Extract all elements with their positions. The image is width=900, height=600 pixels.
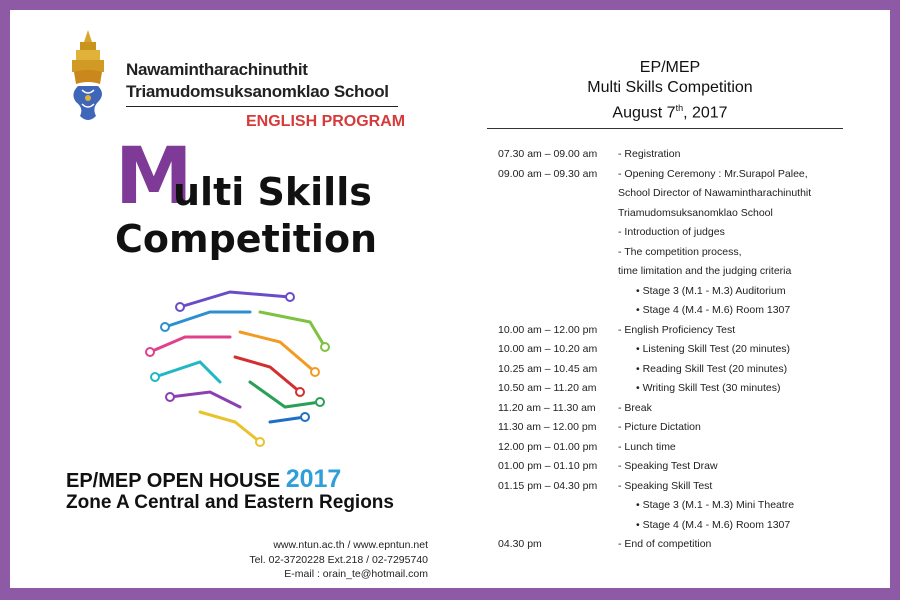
title-initial: M: [115, 132, 193, 222]
schedule-row: [498, 441, 878, 461]
schedule-time: 10.25 am – 10.45 am: [498, 362, 598, 375]
school-name-line2: Triamudomsuksanomklao School: [126, 82, 389, 101]
open-house-year: 2017: [285, 465, 342, 493]
contact-info: [249, 538, 428, 582]
contact-web: www.ntun.ac.th / www.epntun.net: [273, 539, 428, 551]
contact-tel: Tel. 02-3720228 Ext.218 / 02-7295740: [249, 553, 428, 566]
schedule-row: [498, 499, 878, 519]
title-line1: ulti Skills: [173, 170, 372, 214]
schedule-row: [498, 480, 878, 500]
schedule-row: [498, 343, 878, 363]
schedule-activity: • Stage 3 (M.1 - M.3) Auditorium: [636, 284, 786, 297]
schedule-row: [498, 538, 878, 558]
schedule-row: [498, 207, 878, 227]
schedule-row: [498, 187, 878, 207]
contact-email: E-mail : orain_te@hotmail.com: [284, 568, 428, 580]
schedule-row: [498, 168, 878, 188]
school-crest-icon: [66, 28, 110, 128]
schedule-row: [498, 363, 878, 383]
event-heading: [490, 58, 850, 123]
schedule-activity: • Listening Skill Test (20 minutes): [636, 343, 791, 355]
schedule-time: 11.20 am – 11.30 am: [498, 401, 596, 414]
schedule-time: 10.00 am – 10.20 am: [498, 343, 598, 355]
schedule-time: 01.00 pm – 01.10 pm: [498, 460, 598, 472]
schedule-activity: time limitation and the judging criteria: [618, 265, 792, 277]
schedule-activity: - English Proficiency Test: [618, 323, 736, 336]
poster-page: [10, 10, 890, 588]
event-date-prefix: August 7: [612, 104, 676, 122]
schedule-row: [498, 460, 878, 480]
schedule-row: [498, 304, 878, 324]
schedule-row: [498, 148, 878, 168]
schedule-time: 09.00 am – 09.30 am: [498, 167, 598, 180]
open-house-heading: [66, 465, 341, 494]
schedule-activity: - Introduction of judges: [618, 226, 725, 238]
zone-heading: Zone A Central and Eastern Regions: [66, 492, 394, 513]
circuit-brain-icon: [140, 282, 340, 447]
schedule-activity: Triamudomsuksanomklao School: [618, 206, 773, 219]
event-date-sup: th: [675, 103, 684, 113]
schedule-activity: - End of competition: [618, 538, 712, 550]
schedule-activity: • Stage 4 (M.4 - M.6) Room 1307: [636, 518, 791, 531]
schedule-row: [498, 402, 878, 422]
schedule-row: [498, 324, 878, 344]
title-line2: Competition: [115, 217, 378, 261]
event-date-suffix: , 2017: [683, 104, 728, 122]
event-date: [490, 98, 850, 123]
schedule-activity: - Speaking Skill Test: [618, 479, 713, 492]
event-line2: Multi Skills Competition: [587, 79, 753, 96]
schedule-activity: • Reading Skill Test (20 minutes): [636, 362, 788, 375]
open-house-text: EP/MEP OPEN HOUSE: [66, 470, 281, 492]
schedule-row: [498, 226, 878, 246]
schedule-time: 01.15 pm – 04.30 pm: [498, 479, 598, 492]
schedule-divider: [487, 128, 843, 129]
schedule-list: [498, 148, 878, 558]
schedule-time: 12.00 pm – 01.00 pm: [498, 440, 598, 453]
schedule-time: 07.30 am – 09.00 am: [498, 148, 598, 160]
schedule-time: 04.30 pm: [498, 538, 542, 550]
schedule-activity: - Lunch time: [618, 440, 676, 453]
schedule-activity: • Stage 4 (M.4 - M.6) Room 1307: [636, 304, 791, 316]
schedule-time: 10.00 am – 12.00 pm: [498, 323, 598, 336]
schedule-activity: - Picture Dictation: [618, 421, 701, 433]
school-name-line1: Nawamintharachinuthit: [126, 60, 308, 79]
schedule-activity: School Director of Nawamintharachinuthit: [618, 187, 812, 199]
schedule-row: [498, 421, 878, 441]
event-line1: EP/MEP: [639, 59, 701, 76]
schedule-row: [498, 519, 878, 539]
schedule-activity: - Opening Ceremony : Mr.Surapol Palee,: [618, 167, 808, 180]
schedule-row: [498, 382, 878, 402]
schedule-activity: - Registration: [618, 148, 681, 160]
schedule-row: [498, 265, 878, 285]
program-label: ENGLISH PROGRAM: [246, 113, 406, 130]
schedule-activity: • Stage 3 (M.1 - M.3) Mini Theatre: [636, 499, 795, 511]
schedule-activity: - Speaking Test Draw: [618, 460, 718, 472]
schedule-activity: • Writing Skill Test (30 minutes): [636, 382, 781, 394]
schedule-row: [498, 285, 878, 305]
header-divider: [126, 106, 398, 107]
schedule-activity: - Break: [618, 401, 652, 414]
schedule-activity: - The competition process,: [618, 245, 742, 258]
schedule-time: 10.50 am – 11.20 am: [498, 382, 597, 394]
schedule-time: 11.30 am – 12.00 pm: [498, 421, 597, 433]
schedule-row: [498, 246, 878, 266]
